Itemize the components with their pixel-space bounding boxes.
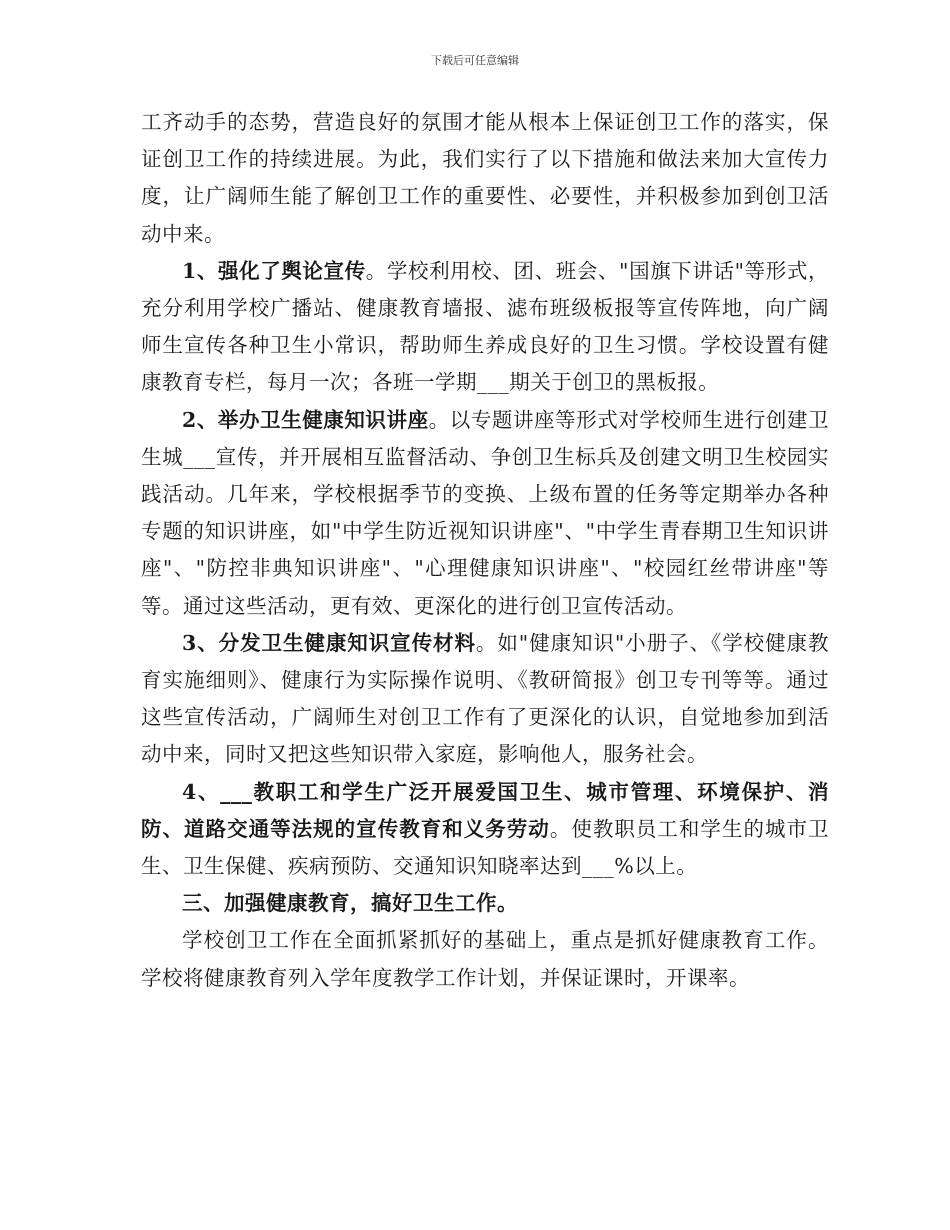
item-heading: 3、分发卫生健康知识宣传材料 xyxy=(182,630,476,655)
page-header: 下载后可任意编辑 xyxy=(431,54,519,67)
paragraph-item-2 xyxy=(141,402,829,625)
section-heading: 三、加强健康教育，搞好卫生工作。 xyxy=(182,891,518,916)
item-heading: 4、___教职工和学生广泛开展爱国卫生、城市管理、环境保护、消防、道路交通等法规的宣传教育和义务劳动 xyxy=(141,779,829,841)
paragraph-item-4 xyxy=(141,774,829,886)
paragraph-text: 。学校利用校、团、班会、"国旗下讲话"等形式，充分利用学校广播站、健康教育墙报、滤布班级板报等宣传阵地，向广阔师生宣传各种卫生小常识，帮助师生养成良好的卫生习惯。学校设置有健康教育专栏，每月一次；各班一学期___期关于创卫的黑板报。 xyxy=(141,258,830,395)
paragraph-item-1 xyxy=(141,253,829,402)
paragraph-item-3 xyxy=(141,625,829,774)
paragraph-text: 。如"健康知识"小册子、《学校健康教育实施细则》、健康行为实际操作说明、《教研简报》创卫专刊等等。通过这些宣传活动，广阔师生对创卫工作有了更深化的认识，自觉地参加到活动中来，同时又把这些知识带入家庭，影响他人，服务社会。 xyxy=(141,630,830,767)
paragraph-text: 工齐动手的态势，营造良好的氛围才能从根本上保证创卫工作的落实，保证创卫工作的持续进展。为此，我们实行了以下措施和做法来加大宣传力度，让广阔师生能了解创卫工作的重要性、必要性，并积极参加到创卫活动中来。 xyxy=(141,110,829,246)
paragraph-text: 学校创卫工作在全面抓紧抓好的基础上，重点是抓好健康教育工作。学校将健康教育列入学年度教学工作计划，并保证课时，开课率。 xyxy=(141,928,829,990)
paragraph-intro-continuation xyxy=(141,104,829,253)
item-heading: 1、强化了舆论宣传 xyxy=(182,258,366,283)
paragraph-text: 。以专题讲座等形式对学校师生进行创建卫生城___宣传，并开展相互监督活动、争创卫生标兵及创建文明卫生校园实践活动。几年来，学校根据季节的变换、上级布置的任务等定期举办各种专题的知识讲座，如"中学生防近视知识讲座"、"中学生青春期卫生知识讲座"、"防控非典知识讲座"、"心理健康知识讲座"、"校园红丝带讲座"等等。通过这些活动，更有效、更深化的进行创卫宣传活动。 xyxy=(141,407,830,618)
item-heading: 2、举办卫生健康知识讲座 xyxy=(182,407,429,432)
document-body xyxy=(141,104,829,997)
paragraph-section-3-body xyxy=(141,922,829,996)
paragraph-text: 。使教职员工和学生的城市卫生、卫生保健、疾病预防、交通知识知晓率达到___%以上。 xyxy=(141,816,830,879)
